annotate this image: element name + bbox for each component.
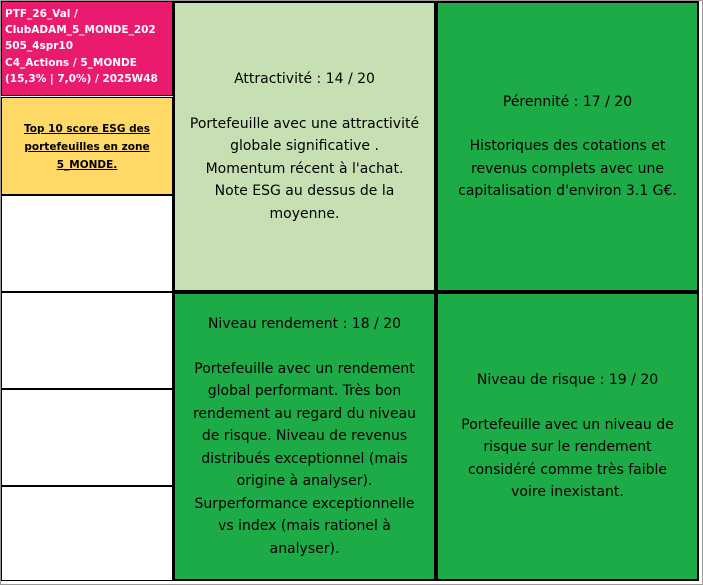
card-body-line: de risque. Niveau de revenus [201,428,408,444]
card-body-line: moyenne. [269,205,340,222]
card-body-line: Portefeuille avec un niveau de [461,416,674,433]
card-body-line: Historiques des cotations et [469,138,666,154]
portfolio-title-line: (15,3% | 7,0%) / 2025W48 [5,72,158,85]
card-body-line: rendement au regard du niveau [192,405,417,422]
card-title: Pérennité : 17 / 20 [502,93,633,110]
perennite-card [436,1,699,292]
card-body-line: vs index (mais rationel à [218,518,391,534]
card-body-line: voire inexistant. [511,484,624,501]
attractivite-card [173,1,436,292]
top10-line: Top 10 score ESG des [24,123,150,135]
empty-cell [1,195,173,292]
risque-card [436,292,699,581]
card-body-line: Momentum récent à l'achat. [205,160,404,177]
card-title: Niveau rendement : 18 / 20 [207,316,402,332]
card-body-line: risque sur le rendement [483,439,652,456]
card-body-line: Portefeuille avec un rendement [194,360,415,377]
top10-esg-cell [1,97,173,195]
portfolio-title-line: C4_Actions / 5_MONDE [5,56,137,69]
card-body-line: distribués exceptionnel (mais [201,450,408,467]
card-body-line: Portefeuille avec une attractivité [189,115,420,132]
card-body-line: analyser). [269,540,340,557]
portfolio-title-line: PTF_26_Val / [5,8,78,20]
top10-line: 5_MONDE. [56,159,118,171]
top10-line: portefeuilles en zone [24,141,150,153]
card-body-line: globale significative . [230,138,379,154]
empty-cell [1,486,173,581]
empty-cell [1,292,173,389]
card-body-line: Surperformance exceptionnelle [194,495,415,512]
portfolio-title-line: ClubADAM_5_MONDE_202 [5,24,156,37]
card-body-line: considéré comme très faible [467,461,667,478]
card-body-line: capitalisation d'environ 3.1 G€. [458,183,677,199]
card-body-line: global performant. Très bon [207,383,402,399]
card-body-line: origine à analyser). [236,473,373,489]
card-body-line: revenus complets avec une [471,160,664,177]
portfolio-title-cell [1,1,173,96]
card-title: Attractivité : 14 / 20 [234,71,375,87]
empty-cell [1,389,173,486]
portfolio-title-line: 505_4spr10 [5,40,74,53]
card-title: Niveau de risque : 19 / 20 [476,372,659,389]
card-body-line: Note ESG au dessus de la [214,183,395,199]
rendement-card [173,292,436,581]
